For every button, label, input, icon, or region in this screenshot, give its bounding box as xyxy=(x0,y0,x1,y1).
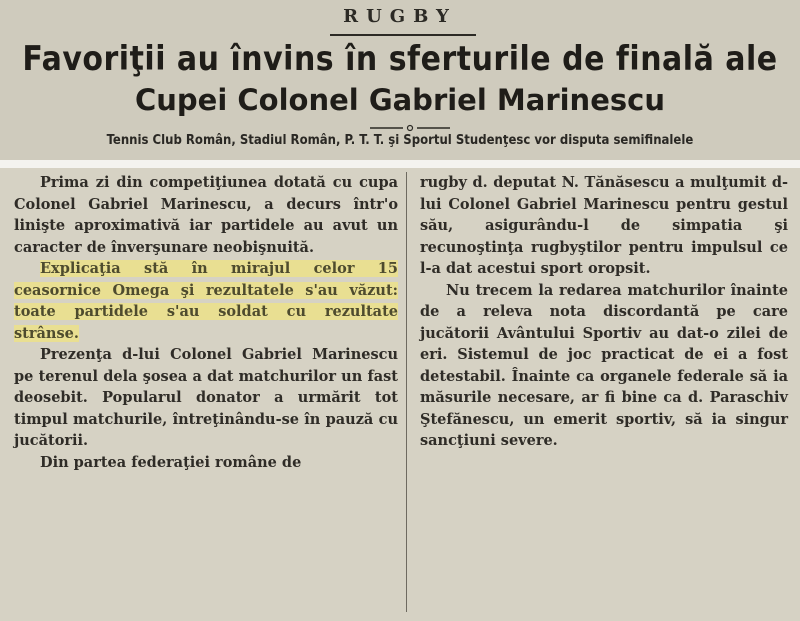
article-column-left xyxy=(14,172,398,473)
article-header xyxy=(0,0,800,160)
highlighted-text: Explicaţia stă în mirajul celor 15 ceasornice Omega şi rezultatele s'au văzut: toate partidele s'au soldat cu rezultate strânse. xyxy=(14,260,398,342)
column-divider xyxy=(406,172,407,612)
header-divider xyxy=(0,160,800,168)
ornament-rule xyxy=(370,124,450,132)
subheadline: Tennis Club Român, Stadiul Român, P. T. T. şi Sportul Studenţesc vor disputa semifinalele xyxy=(106,133,694,148)
headline-line-2: Cupei Colonel Gabriel Marinescu xyxy=(135,83,665,117)
headline-line-1: Favoriţii au învins în sferturile de finală ale xyxy=(22,40,778,80)
paragraph: Prima zi din competiţiunea dotată cu cupa Colonel Gabriel Marinescu, a decurs într'o linişte aproximativă iar partidele au avut un caracter de înverşunare neobişnuită. xyxy=(14,174,398,256)
paragraph: Din partea federaţiei române de xyxy=(40,453,302,471)
article-column-right xyxy=(420,172,788,452)
section-underline xyxy=(330,34,476,36)
paragraph: Prezenţa d-lui Colonel Gabriel Marinescu pe terenul dela şosea a dat matchurilor un fast deosebit. Popularul donator a urmărit tot timpul matchurile, întreţinându-se în pauză cu jucătorii. xyxy=(14,346,398,449)
paragraph-highlighted xyxy=(14,258,398,344)
section-label: RUGBY xyxy=(343,6,457,27)
paragraph-continued: rugby d. deputat N. Tănăsescu a mulţumit d-lui Colonel Gabriel Marinescu pentru gestul său, asigurându-l de simpatia şi recunoştinţa rugbyştilor pentru impulsul ce l-a dat acestui sport oropsit. xyxy=(420,174,788,277)
paragraph: Nu trecem la redarea matchurilor înainte de a releva nota discordantă pe care jucătorii Avântului Sportiv au dat-o zilei de eri. Sistemul de joc practicat de ei a fost detestabil. Înainte ca organele federale să ia măsurile necesare, ar fi bine ca d. Paraschiv Ştefănescu, un emerit sportiv, să ia singur sancţiuni severe. xyxy=(420,281,788,449)
